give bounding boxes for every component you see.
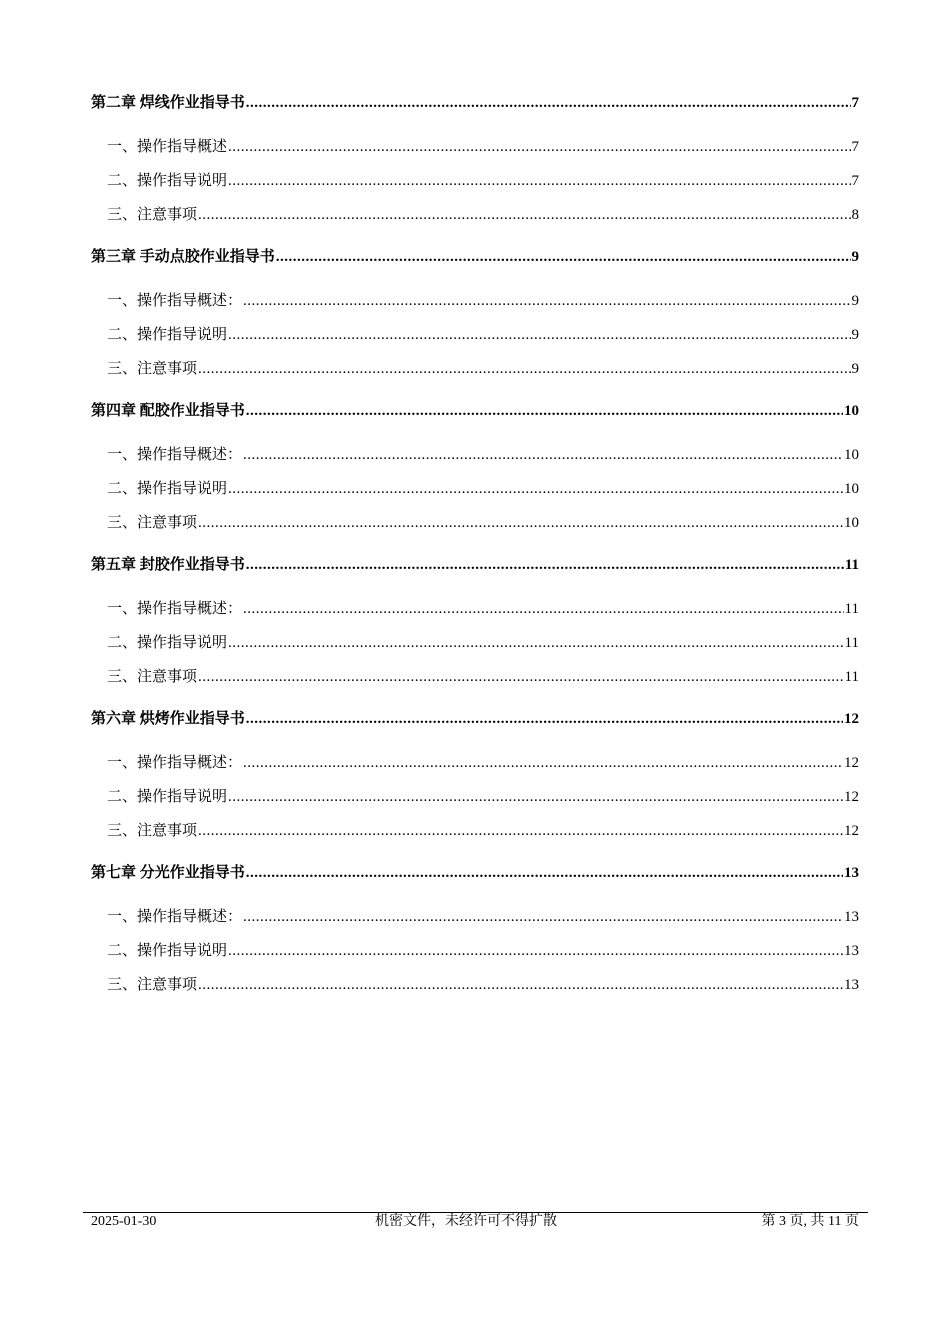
toc-page-number: 13: [844, 909, 859, 925]
toc-section-title: 二、操作指导说明: [107, 173, 228, 189]
toc-leader-dots: [198, 206, 850, 224]
toc-leader-dots: [243, 600, 844, 618]
toc-page-number: 10: [844, 515, 859, 531]
toc-section-title: 三、注意事项: [107, 669, 198, 685]
toc-section[interactable]: [107, 326, 859, 344]
toc-page-number: 11: [844, 601, 859, 617]
toc-page-number: 7: [851, 139, 859, 155]
toc-page-number: 9: [851, 327, 859, 343]
toc-chapter[interactable]: [91, 556, 859, 574]
toc-section-title: 一、操作指导概述：: [107, 447, 243, 463]
toc-leader-dots: [246, 402, 843, 420]
toc-leader-dots: [228, 326, 850, 344]
toc-section-title: 二、操作指导说明: [107, 943, 228, 959]
toc-page-number: 12: [844, 789, 859, 805]
toc-section[interactable]: [107, 754, 859, 772]
toc-section-title: 三、注意事项: [107, 515, 198, 531]
footer-page-info: 第 3 页, 共 11 页: [761, 1214, 859, 1229]
toc-leader-dots: [198, 514, 843, 532]
toc-section[interactable]: [107, 446, 859, 464]
toc-section[interactable]: [107, 908, 859, 926]
toc-page-number: 10: [844, 481, 859, 497]
toc-section-title: 三、注意事项: [107, 361, 198, 377]
toc-page-number: 11: [844, 669, 859, 685]
toc-chapter[interactable]: [91, 402, 859, 420]
toc-section[interactable]: [107, 138, 859, 156]
toc-leader-dots: [228, 138, 850, 156]
toc-section[interactable]: [107, 788, 859, 806]
toc-section-title: 二、操作指导说明: [107, 635, 228, 651]
toc-chapter[interactable]: [91, 248, 859, 266]
toc-leader-dots: [228, 788, 843, 806]
toc-leader-dots: [228, 172, 850, 190]
toc-section[interactable]: [107, 668, 859, 686]
toc-section[interactable]: [107, 514, 859, 532]
toc-chapter-title: 第四章 配胶作业指导书: [91, 403, 245, 419]
toc-leader-dots: [246, 556, 844, 574]
footer-confidential-notice: 机密文件，未经许可不得扩散: [375, 1214, 557, 1229]
toc-page-number: 12: [844, 823, 859, 839]
toc-chapter[interactable]: [91, 710, 859, 728]
toc-section[interactable]: [107, 634, 859, 652]
toc-section[interactable]: [107, 976, 859, 994]
toc-leader-dots: [198, 360, 850, 378]
toc-page-number: 7: [851, 95, 859, 111]
toc-page-number: 10: [844, 403, 859, 419]
footer-date: 2025-01-30: [91, 1214, 157, 1229]
toc-chapter-title: 第七章 分光作业指导书: [91, 865, 245, 881]
toc-page-number: 12: [844, 755, 859, 771]
toc-section-title: 一、操作指导概述：: [107, 909, 243, 925]
toc-section-title: 二、操作指导说明: [107, 327, 228, 343]
toc-section[interactable]: [107, 600, 859, 618]
toc-section-title: 一、操作指导概述：: [107, 293, 243, 309]
toc-section-title: 一、操作指导概述：: [107, 755, 243, 771]
toc-page-number: 11: [844, 635, 859, 651]
toc-leader-dots: [243, 754, 843, 772]
toc-section[interactable]: [107, 822, 859, 840]
toc-leader-dots: [276, 248, 851, 266]
toc-leader-dots: [228, 634, 844, 652]
toc-chapter[interactable]: [91, 864, 859, 882]
toc-chapter-title: 第五章 封胶作业指导书: [91, 557, 245, 573]
toc-leader-dots: [228, 480, 843, 498]
toc-section-title: 二、操作指导说明: [107, 481, 228, 497]
toc-section[interactable]: [107, 206, 859, 224]
toc-section[interactable]: [107, 360, 859, 378]
toc-page-number: 9: [851, 293, 859, 309]
toc-page-number: 9: [851, 249, 859, 265]
toc-chapter-title: 第六章 烘烤作业指导书: [91, 711, 245, 727]
toc-page-number: 8: [851, 207, 859, 223]
toc-leader-dots: [198, 668, 844, 686]
toc-page-number: 12: [844, 711, 859, 727]
toc-leader-dots: [246, 710, 843, 728]
toc-section[interactable]: [107, 942, 859, 960]
toc-leader-dots: [243, 446, 843, 464]
toc-page-number: 10: [844, 447, 859, 463]
toc-section[interactable]: [107, 172, 859, 190]
toc-leader-dots: [228, 942, 843, 960]
toc-section[interactable]: [107, 292, 859, 310]
toc-page-number: 13: [844, 865, 859, 881]
toc-section-title: 三、注意事项: [107, 207, 198, 223]
toc-leader-dots: [243, 908, 843, 926]
toc-leader-dots: [246, 864, 843, 882]
toc-leader-dots: [198, 976, 843, 994]
toc-section-title: 一、操作指导概述：: [107, 601, 243, 617]
toc-leader-dots: [246, 94, 851, 112]
toc-chapter[interactable]: [91, 94, 859, 112]
toc-leader-dots: [243, 292, 850, 310]
toc-section-title: 三、注意事项: [107, 977, 198, 993]
toc-chapter-title: 第三章 手动点胶作业指导书: [91, 249, 275, 265]
toc-page-number: 11: [844, 557, 859, 573]
toc-page-number: 13: [844, 977, 859, 993]
toc-page-number: 13: [844, 943, 859, 959]
toc-chapter-title: 第二章 焊线作业指导书: [91, 95, 245, 111]
toc-page-number: 7: [851, 173, 859, 189]
toc-section-title: 三、注意事项: [107, 823, 198, 839]
toc-leader-dots: [198, 822, 843, 840]
toc-page-number: 9: [851, 361, 859, 377]
toc-section-title: 一、操作指导概述: [107, 139, 228, 155]
toc-section-title: 二、操作指导说明: [107, 789, 228, 805]
toc-section[interactable]: [107, 480, 859, 498]
